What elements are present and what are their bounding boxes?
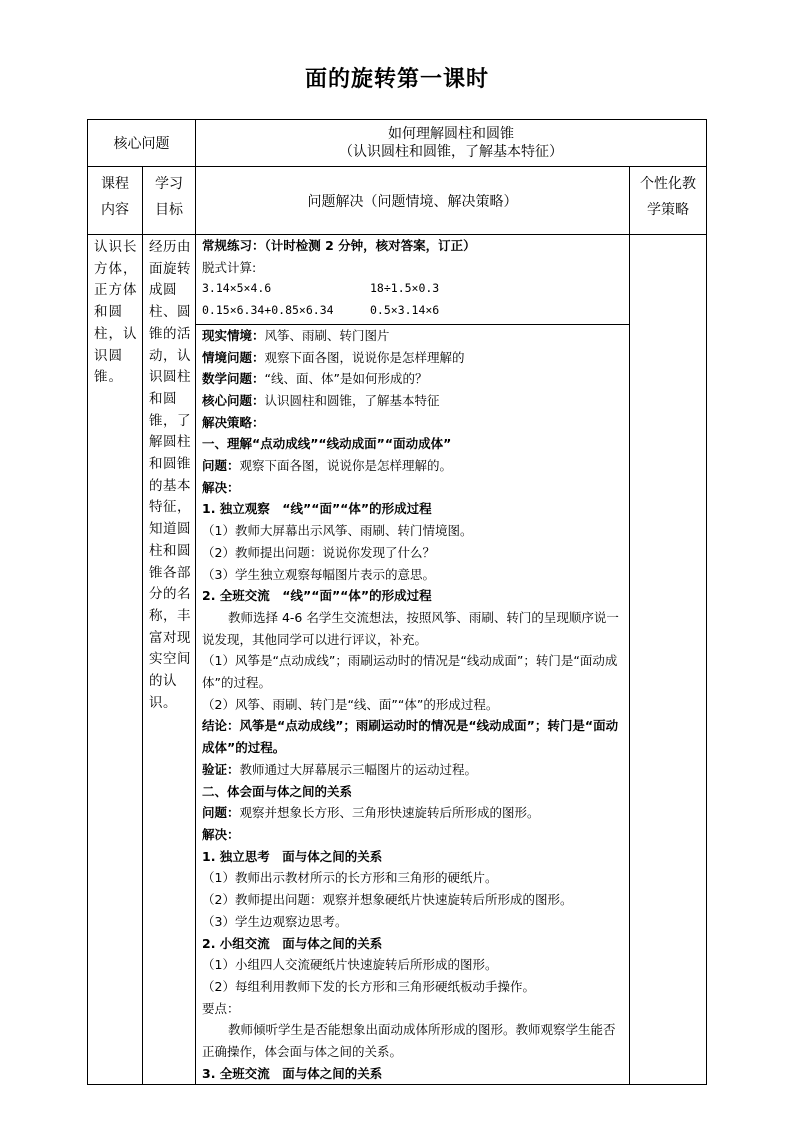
topic-line-1: 如何理解圆柱和圆锥 xyxy=(388,126,514,142)
calc-row-2: 0.15×6.34+0.85×6.34 0.5×3.14×6 xyxy=(202,303,440,318)
core-question-topic xyxy=(196,120,707,167)
line: （2）教师提出问题：观察并想象硬纸片快速旋转后所形成的图形。 xyxy=(202,892,573,908)
line: 1. 独立思考 面与体之间的关系 xyxy=(202,848,383,864)
line: （3）学生边观察边思考。 xyxy=(202,913,348,929)
line: （2）风筝、雨刷、转门是“线、面”“体”的形成过程。 xyxy=(202,696,499,712)
line: （1）小组四人交流硬纸片快速旋转后所形成的图形。 xyxy=(202,957,498,973)
line: 问题：观察并想象长方形、三角形快速旋转后所形成的图形。 xyxy=(202,805,540,821)
practice-heading: 常规练习：（计时检测 2 分钟，核对答案，订正） xyxy=(202,238,476,253)
line: 情境问题：观察下面各图，说说你是怎样理解的 xyxy=(202,349,465,365)
line: 2. 全班交流 “线”“面”“体”的形成过程 xyxy=(202,588,432,604)
line: 验证：教师通过大屏幕展示三幅图片的运动过程。 xyxy=(202,761,478,777)
line: 教师选择 4-6 名学生交流想法，按照风筝、雨刷、转门的呈现顺序说一说发现，其他同学可以进行评议，补充。 xyxy=(202,609,619,647)
line: 3. 全班交流 面与体之间的关系 xyxy=(202,1065,383,1081)
line: （1）风筝是“点动成线”；雨刷运动时的情况是“线动成面”；转门是“面动成体”的过程。 xyxy=(202,653,618,691)
line: 2. 小组交流 面与体之间的关系 xyxy=(202,935,383,951)
practice-sub: 脱式计算: xyxy=(202,259,257,275)
lesson-plan-table xyxy=(87,119,707,1085)
course-content-header: 课程 内容 xyxy=(88,167,143,235)
strategy-cell xyxy=(630,235,707,1085)
learning-goal-header: 学习 目标 xyxy=(143,167,196,235)
line: 解决： xyxy=(202,479,240,495)
line: 核心问题：认识圆柱和圆锥，了解基本特征 xyxy=(202,392,440,408)
line: （1）教师大屏幕出示风筝、雨刷、转门情境图。 xyxy=(202,523,473,539)
course-content-cell: 认识长方体，正方体和圆柱，认识圆锥。 xyxy=(88,235,143,1085)
line: （2）每组利用教师下发的长方形和三角形硬纸板动手操作。 xyxy=(202,978,535,994)
problem-solving-cell xyxy=(196,235,630,1085)
learning-goal-cell: 经历由面旋转成圆柱、圆锥的活动，认识圆柱和圆锥，了解圆柱和圆锥的基本特征，知道圆柱和圆锥各部分的名称，丰富对现实空间的认识。 xyxy=(143,235,196,1085)
line: 现实情境：风筝、雨刷、转门图片 xyxy=(202,327,390,343)
line: 教师倾听学生是否能想象出面动成体所形成的图形。教师观察学生能否正确操作，体会面与体之间的关系。 xyxy=(202,1022,616,1060)
line: 结论：风筝是“点动成线”；雨刷运动时的情况是“线动成面”；转门是“面动成体”的过程。 xyxy=(202,718,619,756)
topic-line-2: （认识圆柱和圆锥，了解基本特征） xyxy=(339,144,563,160)
page-title: 面的旋转第一课时 xyxy=(304,67,489,92)
line: 1. 独立观察 “线”“面”“体”的形成过程 xyxy=(202,501,432,517)
line: 要点： xyxy=(202,1000,240,1016)
line: 一、理解“点动成线”“线动成面”“面动成体” xyxy=(202,436,452,452)
line: （3）学生独立观察每幅图片表示的意思。 xyxy=(202,566,435,582)
line: （2）教师提出问题：说说你发现了什么？ xyxy=(202,544,435,560)
core-question-label: 核心问题 xyxy=(88,120,196,167)
line: 解决： xyxy=(202,826,240,842)
problem-solving-header: 问题解决（问题情境、解决策略） xyxy=(196,167,630,235)
line: 数学问题：“线、面、体”是如何形成的？ xyxy=(202,371,428,387)
strategy-header: 个性化教 学策略 xyxy=(630,167,707,235)
calc-row-1: 3.14×5×4.6 18÷1.5×0.3 xyxy=(202,281,440,296)
line: 问题：观察下面各图，说说你是怎样理解的。 xyxy=(202,458,453,474)
line: 二、体会面与体之间的关系 xyxy=(202,783,353,799)
line: （1）教师出示教材所示的长方形和三角形的硬纸片。 xyxy=(202,870,498,886)
line: 解决策略： xyxy=(202,414,265,430)
